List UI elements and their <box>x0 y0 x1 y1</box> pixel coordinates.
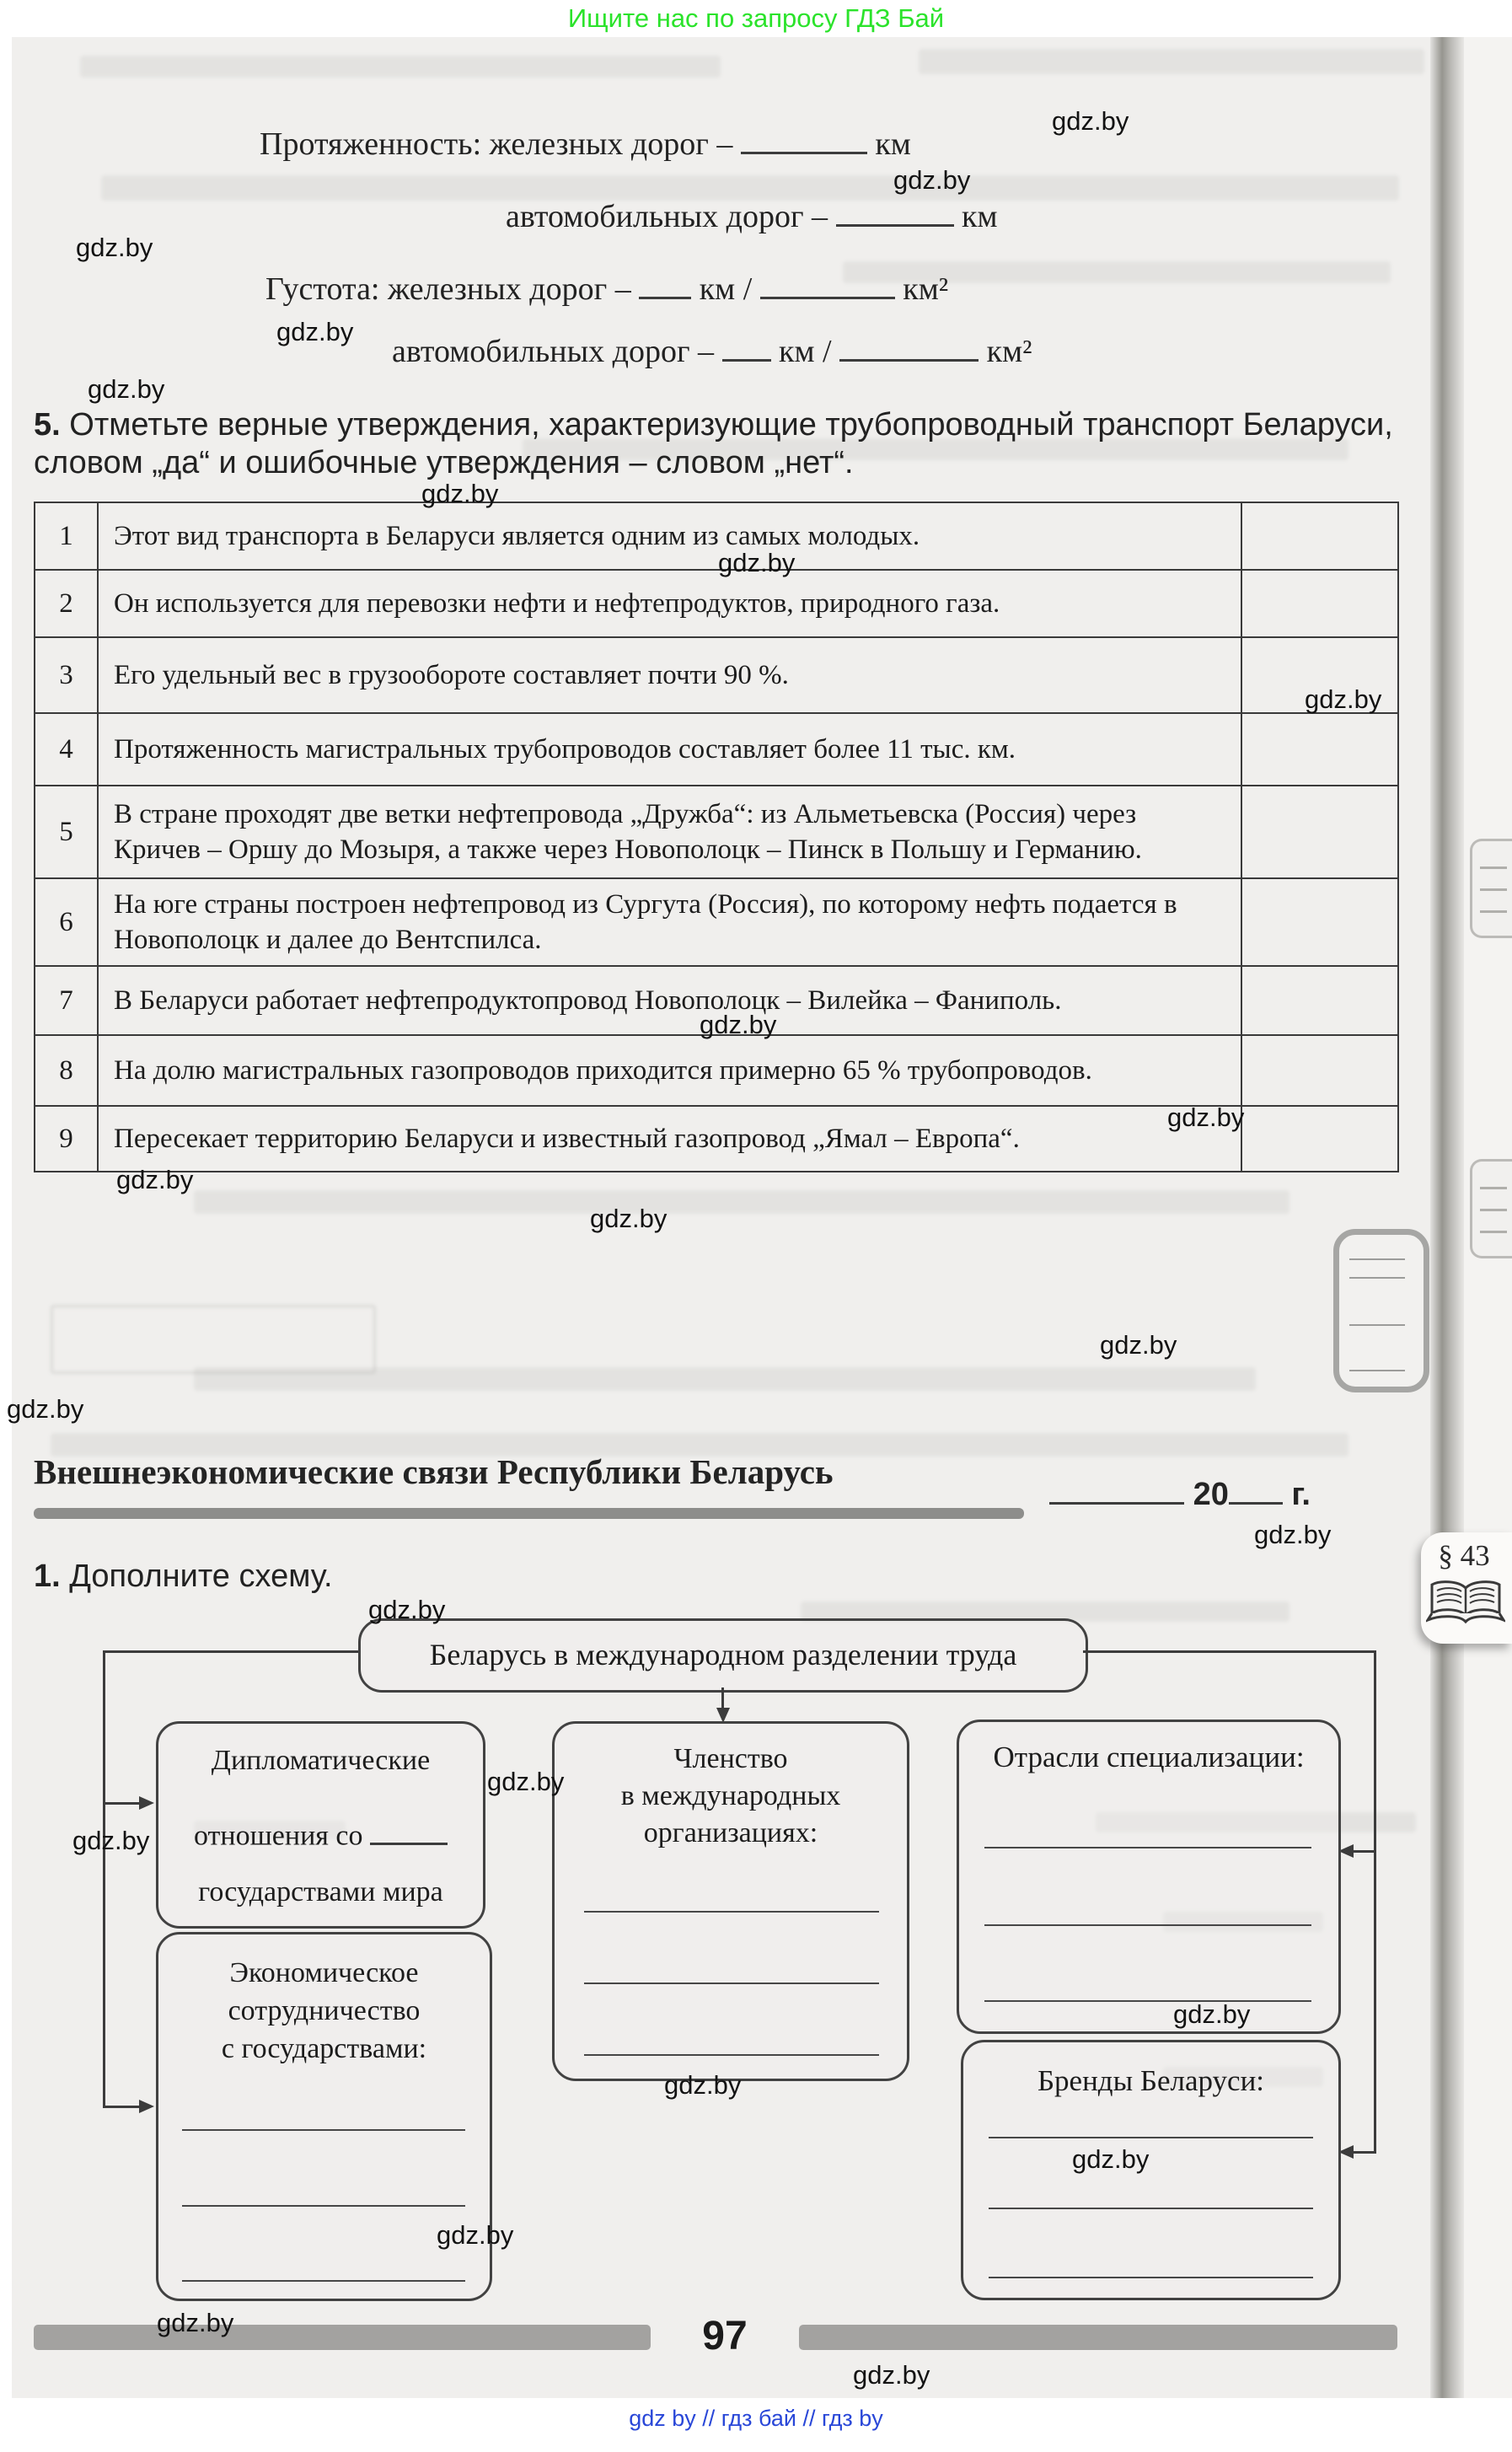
watermark: gdz.by <box>1052 106 1129 136</box>
arrow-to-diplomatic <box>103 1802 141 1805</box>
watermark: gdz.by <box>487 1767 565 1796</box>
showthrough-bar <box>51 1305 376 1374</box>
connector-left <box>103 1650 358 1653</box>
industries-blank-3[interactable] <box>984 2000 1311 2002</box>
statement-number: 9 <box>35 1106 98 1172</box>
length-auto-blank[interactable] <box>836 196 954 227</box>
diplomatic-line2-text: отношения со <box>194 1820 363 1852</box>
statement-text: Этот вид транспорта в Беларуси является одним из самых молодых. <box>98 502 1241 570</box>
membership-line1: Членство <box>673 1743 788 1774</box>
watermark: gdz.by <box>664 2070 742 2100</box>
showthrough-bar <box>80 56 721 78</box>
open-book-icon <box>1426 1576 1505 1630</box>
scheme-root-label: Беларусь в международном разделении труда <box>429 1638 1017 1671</box>
statement-number: 5 <box>35 786 98 878</box>
answer-cell[interactable] <box>1241 570 1398 637</box>
statement-text: Пересекает территорию Беларуси и известный газопровод „Ямал – Европа“. <box>98 1106 1241 1172</box>
watermark: gdz.by <box>437 2220 514 2250</box>
density-auto-label: автомобильных дорог – <box>392 334 715 370</box>
watermark: gdz.by <box>157 2308 234 2337</box>
task5-instruction <box>34 406 1416 482</box>
answer-cell[interactable] <box>1241 1106 1398 1172</box>
statement-number: 3 <box>35 637 98 713</box>
showthrough-bar <box>919 49 1424 74</box>
statement-number: 4 <box>35 713 98 786</box>
table-row <box>35 1035 1398 1106</box>
density-rail-unit1: км / <box>699 271 753 308</box>
statement-text: Его удельный вес в грузообороте составляет почти 90 %. <box>98 637 1241 713</box>
statement-text: Он используется для перевозки нефти и нефтепродуктов, природного газа. <box>98 570 1241 637</box>
title-underline <box>34 1508 1024 1519</box>
scheme-membership-box <box>552 1721 909 2081</box>
arrowhead-right-icon <box>139 2100 154 2113</box>
showthrough-bar <box>194 1190 1289 1214</box>
connector-right <box>1083 1650 1375 1653</box>
density-rail-blank1[interactable] <box>639 268 691 299</box>
arrowhead-right-icon <box>139 1796 154 1810</box>
statement-text: В стране проходят две ветки нефтепровода „Дружба“: из Альметьевска (Россия) через Кричев – Оршу до Мозыря, а также через Новополоцк – Пинск в Польшу и Германию. <box>98 786 1241 878</box>
economic-blank-1[interactable] <box>182 2129 465 2131</box>
task5-number: 5. <box>34 407 61 443</box>
watermark: gdz.by <box>1167 1103 1245 1132</box>
paragraph-tab <box>1421 1532 1512 1644</box>
watermark: gdz.by <box>853 2360 930 2390</box>
arrow-root-to-membership <box>721 1687 724 1709</box>
membership-blank-2[interactable] <box>584 1983 879 1984</box>
industries-blank-1[interactable] <box>984 1847 1311 1848</box>
watermark: gdz.by <box>116 1165 194 1194</box>
page-edge-shadow <box>1430 37 1464 2398</box>
density-rail-unit2: км² <box>903 271 949 308</box>
watermark: gdz.by <box>276 317 354 346</box>
membership-blank-1[interactable] <box>584 1911 879 1913</box>
answer-cell[interactable] <box>1241 1035 1398 1106</box>
table-row <box>35 713 1398 786</box>
answer-cell[interactable] <box>1241 502 1398 570</box>
statement-number: 2 <box>35 570 98 637</box>
watermark: gdz.by <box>718 548 796 577</box>
year-blank-long[interactable] <box>1049 1473 1184 1505</box>
brands-blank-3[interactable] <box>989 2277 1313 2278</box>
economic-blank-3[interactable] <box>182 2280 465 2282</box>
scheme-brands-box <box>961 2040 1341 2300</box>
industries-title: Отрасли специализации: <box>993 1741 1305 1773</box>
year-line <box>1049 1473 1311 1513</box>
table-row <box>35 878 1398 966</box>
density-auto-blank2[interactable] <box>839 330 979 362</box>
watermark: gdz.by <box>1100 1330 1177 1360</box>
statement-number: 1 <box>35 502 98 570</box>
year-prefix: 20 <box>1193 1477 1229 1513</box>
brands-blank-2[interactable] <box>989 2208 1313 2209</box>
page-number: 97 <box>702 2314 748 2358</box>
top-banner-text: Ищите нас по запросу ГДЗ Бай <box>567 3 945 33</box>
footer-bar-right <box>799 2325 1397 2350</box>
watermark: gdz.by <box>368 1595 446 1624</box>
statement-text: В Беларуси работает нефтепродуктопровод Новополоцк – Вилейка – Фаниполь. <box>98 966 1241 1035</box>
bottom-links: gdz by // гдз бай // гдз by <box>629 2406 883 2431</box>
statement-text: Протяженность магистральных трубопроводов составляет более 11 тыс. км. <box>98 713 1241 786</box>
task1-number: 1. <box>34 1559 61 1594</box>
brands-blank-1[interactable] <box>989 2137 1313 2138</box>
watermark: gdz.by <box>88 374 165 404</box>
watermark: gdz.by <box>1254 1520 1332 1549</box>
density-rail-blank2[interactable] <box>760 268 895 299</box>
density-auto-line <box>392 330 1032 370</box>
scheme-diplomatic-box <box>156 1721 485 1929</box>
task1-text: Дополните схему. <box>69 1559 333 1594</box>
connector-left-vertical <box>103 1650 105 2108</box>
answer-cell[interactable] <box>1241 878 1398 966</box>
scheme-root-box <box>358 1618 1088 1693</box>
statement-number: 6 <box>35 878 98 966</box>
membership-line3: организациях: <box>643 1817 818 1848</box>
answer-cell[interactable] <box>1241 966 1398 1035</box>
connector-right-vertical <box>1374 1650 1376 2154</box>
watermark: gdz.by <box>1072 2144 1150 2174</box>
membership-line2: в международных <box>620 1780 841 1811</box>
economic-line3: с государствами: <box>221 2033 427 2064</box>
diplomatic-line1: Дипломатические <box>211 1745 431 1776</box>
footer-bar-left <box>34 2325 651 2350</box>
density-rail-line <box>265 268 948 308</box>
task1-instruction <box>34 1558 333 1596</box>
section-title: Внешнеэкономические связи Республики Беларусь <box>34 1452 834 1491</box>
length-rail-blank[interactable] <box>741 123 867 154</box>
table-row <box>35 786 1398 878</box>
answer-cell[interactable] <box>1241 786 1398 878</box>
length-rail-line <box>260 123 911 163</box>
watermark: gdz.by <box>700 1010 777 1039</box>
statement-number: 7 <box>35 966 98 1035</box>
watermark: gdz.by <box>72 1826 150 1855</box>
length-auto-line <box>506 196 998 235</box>
watermark: gdz.by <box>893 165 971 195</box>
answer-cell[interactable] <box>1241 713 1398 786</box>
paragraph-number: § 43 <box>1438 1539 1490 1572</box>
statements-table <box>34 502 1399 1172</box>
statement-text: На юге страны построен нефтепровод из Сургута (Россия), по которому нефть подается в Новополоцк и далее до Вентспилса. <box>98 878 1241 966</box>
margin-tab-icon <box>1470 1159 1512 1258</box>
margin-tab-icon <box>1470 839 1512 938</box>
economic-line2: сотрудничество <box>228 1995 421 2026</box>
diplomatic-line2 <box>158 1816 483 1855</box>
density-auto-unit2: км² <box>986 334 1032 370</box>
arrow-to-industries <box>1353 1850 1376 1853</box>
density-auto-blank1[interactable] <box>722 330 771 362</box>
watermark: gdz.by <box>7 1394 84 1424</box>
arrow-to-economic <box>103 2106 141 2108</box>
table-row <box>35 502 1398 570</box>
watermark: gdz.by <box>590 1204 668 1233</box>
watermark: gdz.by <box>76 233 153 262</box>
watermark: gdz.by <box>421 479 499 508</box>
arrow-to-brands <box>1353 2151 1376 2154</box>
length-auto-label: автомобильных дорог – <box>506 199 828 235</box>
membership-blank-3[interactable] <box>584 2054 879 2056</box>
task5-text: Отметьте верные утверждения, характеризующие трубопроводный транспорт Беларуси, словом „да“ и ошибочные утверждения – словом „нет“. <box>34 407 1393 480</box>
length-rail-unit: км <box>875 126 911 163</box>
diplomatic-line3: государствами мира <box>198 1876 443 1907</box>
statement-number: 8 <box>35 1035 98 1106</box>
scheme-industries-box <box>957 1720 1341 2034</box>
table-row <box>35 570 1398 637</box>
length-auto-unit: км <box>962 199 998 235</box>
density-rail-label: Густота: железных дорог – <box>265 271 631 308</box>
economic-blank-2[interactable] <box>182 2205 465 2207</box>
statement-text: На долю магистральных газопроводов приходится примерно 65 % трубопроводов. <box>98 1035 1241 1106</box>
showthrough-bar <box>194 1367 1256 1391</box>
density-auto-unit1: км / <box>779 334 832 370</box>
year-blank-short[interactable] <box>1229 1473 1283 1505</box>
table-row <box>35 637 1398 713</box>
length-rail-label: Протяженность: железных дорог – <box>260 126 733 163</box>
industries-blank-2[interactable] <box>984 1924 1311 1926</box>
showthrough-box <box>1333 1229 1429 1392</box>
watermark: gdz.by <box>1305 684 1382 714</box>
diplomatic-blank[interactable] <box>370 1816 448 1845</box>
watermark: gdz.by <box>1173 1999 1251 2029</box>
brands-title: Бренды Беларуси: <box>1037 2064 1265 2097</box>
year-suffix: г. <box>1291 1477 1311 1513</box>
economic-line1: Экономическое <box>229 1957 419 1988</box>
